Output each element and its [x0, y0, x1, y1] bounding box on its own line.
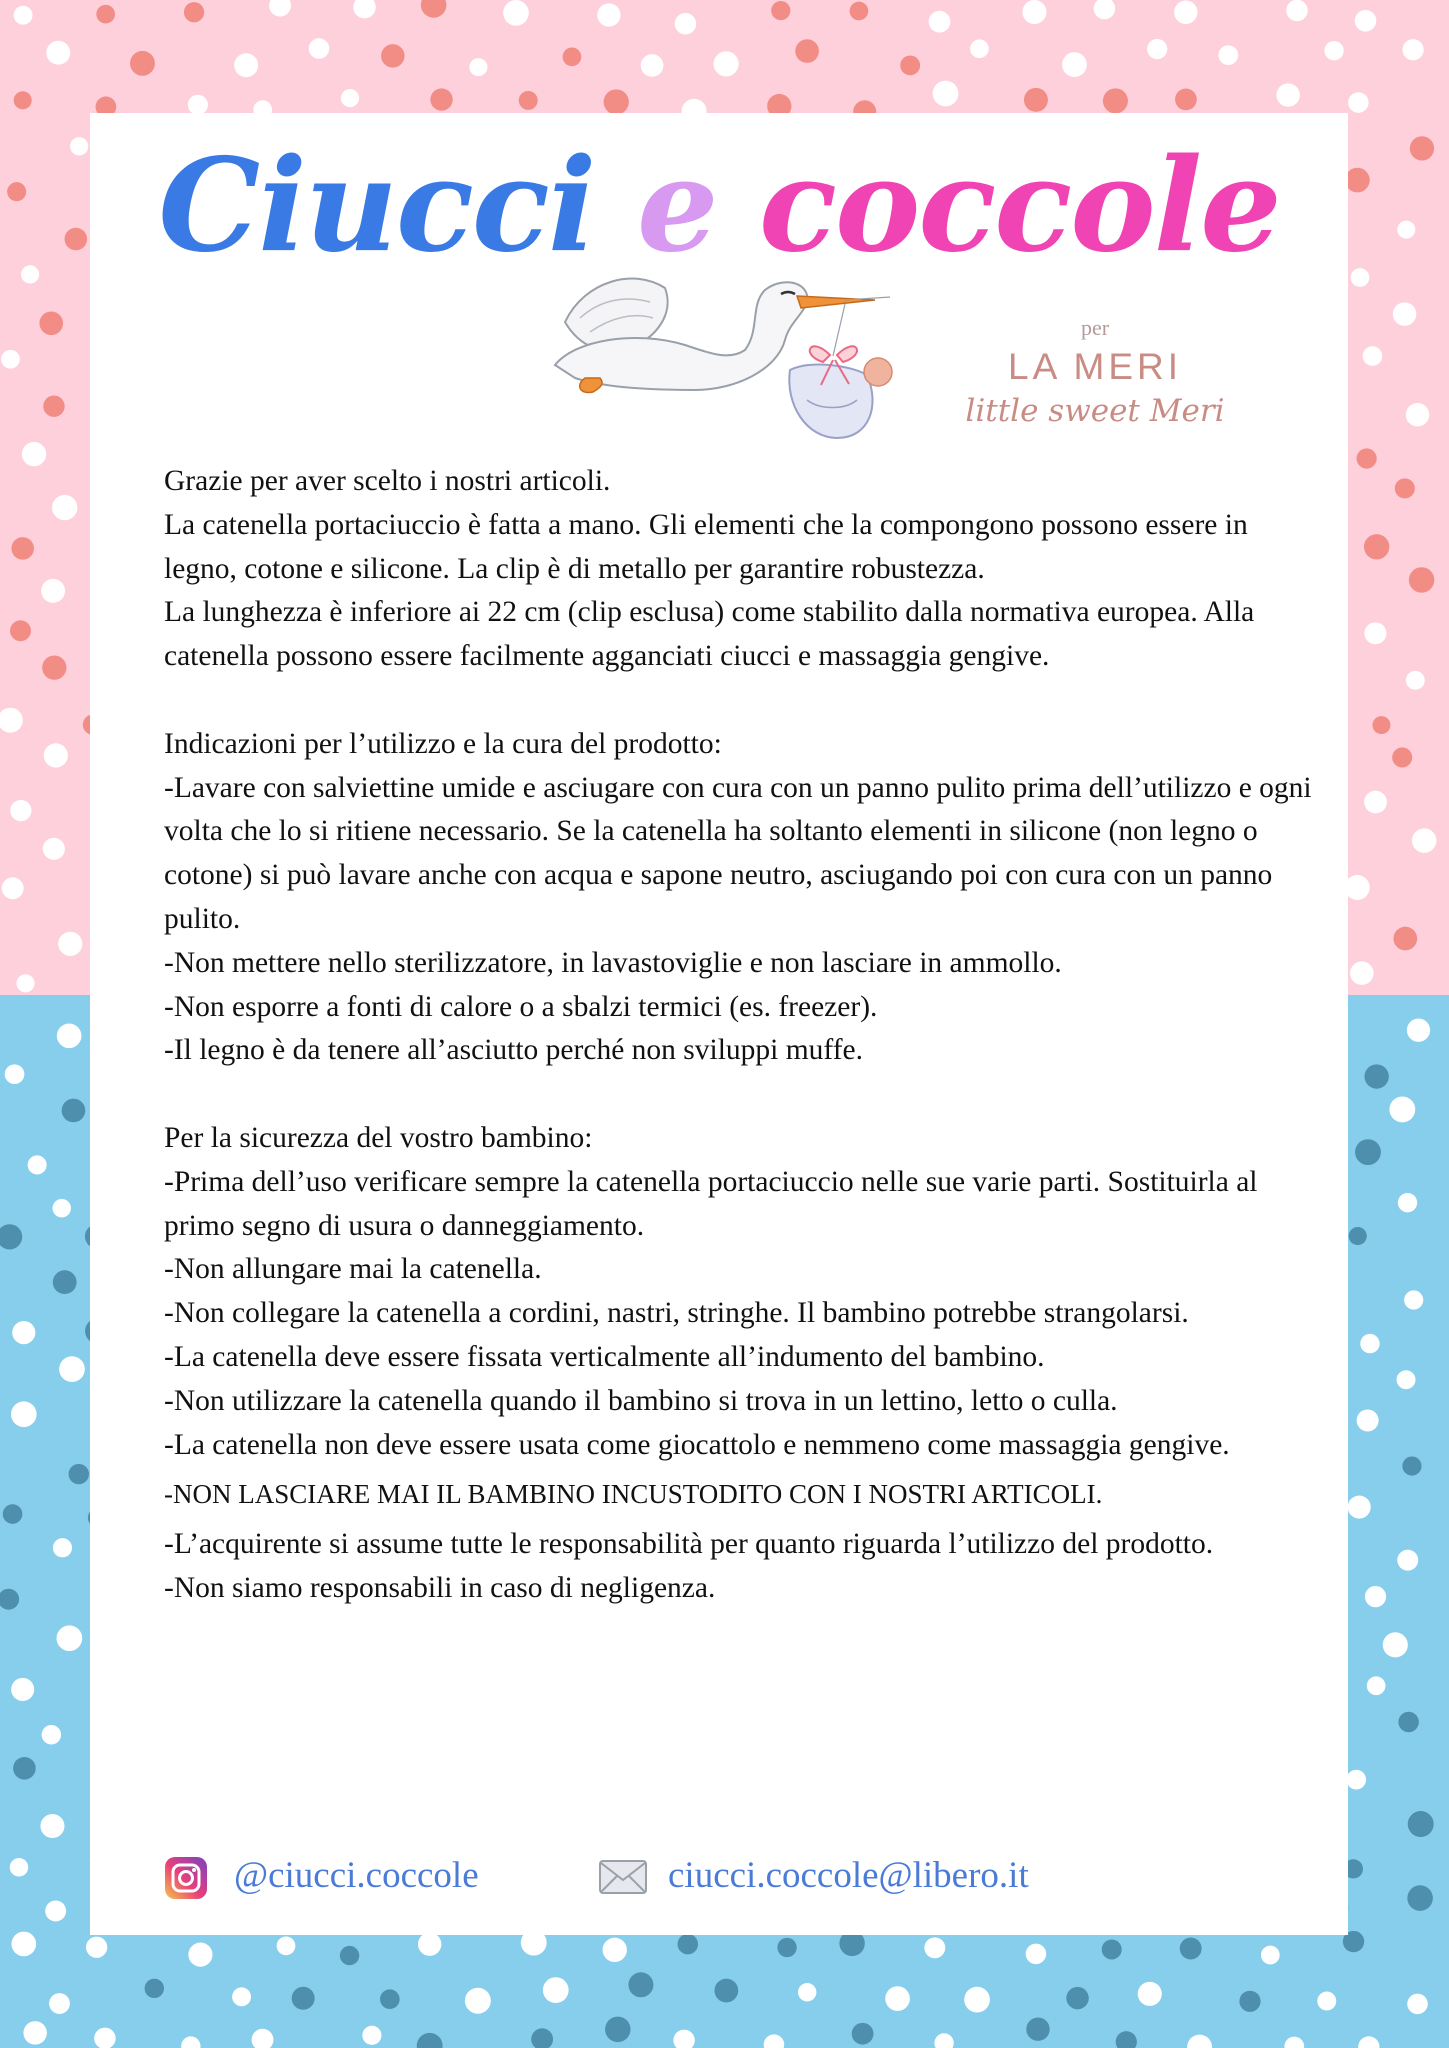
- polka-dot: [53, 1270, 77, 1294]
- polka-dot: [1393, 302, 1416, 325]
- safety-item: -Non allungare mai la catenella.: [164, 1253, 542, 1286]
- polka-dot: [1364, 534, 1389, 559]
- polka-dot: [1364, 1064, 1388, 1088]
- polka-dot: [503, 0, 529, 26]
- polka-dot: [43, 838, 65, 860]
- polka-dot: [1393, 927, 1417, 951]
- polka-dot: [1406, 671, 1425, 690]
- polka-dot: [603, 1938, 627, 1962]
- polka-dot: [12, 1321, 35, 1344]
- polka-dot: [57, 1625, 83, 1651]
- polka-dot: [5, 1064, 25, 1084]
- polka-dot: [469, 58, 487, 76]
- polka-dot: [11, 1932, 36, 1957]
- polka-dot: [1407, 1885, 1433, 1911]
- polka-dot: [1365, 1586, 1386, 1607]
- polka-dot: [1355, 10, 1377, 32]
- polka-dot: [1402, 1456, 1421, 1475]
- polka-dot: [798, 1983, 816, 2001]
- polka-dot: [1397, 1370, 1416, 1389]
- polka-dot: [28, 1155, 47, 1174]
- polka-dot: [964, 1987, 990, 2013]
- care-item: -Il legno è da tenere all’asciutto perché non sviluppi muffe.: [164, 1034, 864, 1067]
- polka-dot: [234, 53, 258, 77]
- polka-dot: [10, 620, 31, 641]
- polka-dot: [1239, 1991, 1260, 2012]
- polka-dot: [309, 38, 330, 59]
- polka-dot: [13, 1757, 36, 1780]
- polka-dot: [58, 932, 82, 956]
- polka-dot: [929, 11, 951, 33]
- polka-dot: [45, 1900, 66, 1921]
- email-link[interactable]: ciucci.coccole@libero.it: [668, 1855, 1029, 1896]
- polka-dot: [59, 1356, 85, 1382]
- polka-dot: [1363, 346, 1383, 366]
- polka-dot: [714, 1979, 738, 2003]
- title-word-e: e: [637, 131, 717, 281]
- polka-dot: [16, 974, 34, 992]
- polka-dot: [777, 1938, 796, 1957]
- polka-dot: [86, 1937, 107, 1958]
- title-word-coccole: coccole: [759, 131, 1280, 281]
- polka-dot: [1364, 622, 1386, 644]
- polka-dot: [292, 1987, 315, 2010]
- instagram-icon[interactable]: [164, 1856, 208, 1900]
- polka-dot: [1174, 1, 1197, 24]
- polka-dot: [1348, 1496, 1371, 1519]
- polka-dot: [1407, 1994, 1428, 2015]
- polka-dot: [597, 3, 620, 26]
- polka-dot: [1389, 1096, 1415, 1122]
- polka-dot: [543, 1977, 569, 2003]
- intro-line: La catenella portaciuccio è fatta a mano. Gli elementi che la compongono possono essere in legno, cotone e silicone. La clip è di metallo per garantire robustezza.: [164, 508, 1248, 585]
- polka-dot: [1367, 1676, 1386, 1695]
- brand-logo: [930, 313, 1260, 431]
- polka-dot: [145, 1979, 164, 1998]
- polka-dot: [852, 2023, 874, 2045]
- polka-dot: [933, 81, 959, 107]
- polka-dot: [53, 1538, 72, 1557]
- polka-dot: [1276, 83, 1299, 106]
- polka-dot: [362, 2026, 381, 2045]
- polka-dot: [1324, 41, 1343, 60]
- polka-dot: [1180, 1938, 1202, 1960]
- polka-dot: [21, 265, 39, 283]
- brand-tagline: little sweet Meri: [965, 393, 1225, 429]
- polka-dot: [885, 1986, 910, 2011]
- polka-dot: [11, 1678, 34, 1701]
- polka-dot: [46, 41, 70, 65]
- care-heading: Indicazioni per l’utilizzo e la cura del prodotto:: [164, 727, 722, 760]
- polka-dot: [970, 39, 989, 58]
- polka-dot: [1317, 1992, 1336, 2011]
- polka-dot: [42, 1725, 61, 1744]
- polka-dot: [62, 1099, 86, 1123]
- polka-dot: [1406, 403, 1430, 427]
- polka-dot: [380, 1989, 400, 2009]
- polka-dot: [1350, 961, 1374, 985]
- polka-dot: [1398, 1193, 1417, 1212]
- polka-dot: [465, 1988, 491, 2014]
- polka-dot: [1345, 875, 1370, 900]
- polka-dot: [39, 311, 63, 335]
- polka-dot: [277, 1937, 296, 1956]
- polka-dot: [7, 182, 26, 201]
- intro-line: Grazie per aver scelto i nostri articoli.: [164, 465, 611, 497]
- polka-dot: [1397, 221, 1415, 239]
- polka-dot: [1349, 1227, 1367, 1245]
- polka-dot: [1026, 1944, 1047, 1965]
- polka-dot: [1395, 478, 1415, 498]
- polka-dot: [924, 1937, 945, 1958]
- polka-dot: [14, 91, 32, 109]
- polka-dot: [188, 95, 208, 115]
- polka-dot: [381, 44, 404, 67]
- content-card: [90, 113, 1348, 1935]
- polka-dot: [11, 1401, 37, 1427]
- polka-dot: [519, 91, 538, 110]
- polka-dot: [1402, 39, 1423, 60]
- mail-icon[interactable]: [598, 1859, 648, 1895]
- polka-dot: [1360, 1334, 1379, 1353]
- polka-dot: [130, 51, 155, 76]
- polka-dot: [1412, 828, 1436, 852]
- polka-dot: [605, 2017, 631, 2043]
- care-item: -Non esporre a fonti di calore o a sbalzi termici (es. freezer).: [164, 990, 878, 1023]
- polka-dot: [1372, 716, 1390, 734]
- liability-line: -L’acquirente si assume tutte le responsabilità per quanto riguarda l’utilizzo del prodotto.: [164, 1528, 1214, 1561]
- polka-dot: [10, 800, 31, 821]
- polka-dot: [1066, 1987, 1088, 2009]
- polka-dot: [22, 442, 46, 466]
- polka-dot: [184, 2, 204, 22]
- brand-name: LA MERI: [1008, 346, 1182, 387]
- polka-dot: [232, 1987, 251, 2006]
- polka-dot: [1383, 1632, 1408, 1657]
- polka-dot: [1024, 88, 1048, 112]
- polka-dot: [14, 6, 33, 25]
- polka-dot: [52, 1199, 70, 1217]
- polka-dot: [1357, 448, 1377, 468]
- polka-dot: [1062, 52, 1087, 77]
- safety-item: -La catenella deve essere fissata verticalmente all’indumento del bambino.: [164, 1340, 1045, 1373]
- polka-dot: [418, 1932, 441, 1955]
- polka-dot: [10, 1858, 29, 1877]
- contacts-row: [164, 1850, 1264, 1902]
- polka-dot: [1346, 1770, 1366, 1790]
- polka-dot: [675, 13, 697, 35]
- polka-dot: [1022, 0, 1046, 24]
- polka-dot: [11, 537, 34, 560]
- polka-dot: [44, 743, 68, 767]
- polka-dot: [900, 55, 920, 75]
- body-text: [164, 460, 1314, 1611]
- polka-dot: [43, 395, 64, 416]
- polka-dot: [1364, 791, 1387, 814]
- polka-dot: [3, 1504, 23, 1524]
- polka-dot: [2, 877, 24, 899]
- polka-dot: [714, 51, 739, 76]
- polka-dot: [1103, 88, 1128, 113]
- polka-dot: [1026, 2018, 1049, 2041]
- care-item: -Non mettere nello sterilizzatore, in lavastoviglie e non lasciare in ammollo.: [164, 946, 1062, 979]
- polka-dot: [69, 1464, 89, 1484]
- polka-dot: [1407, 1019, 1430, 1042]
- polka-dot: [41, 579, 65, 603]
- liability-line: -Non siamo responsabili in caso di negligenza.: [164, 1571, 716, 1604]
- polka-dot: [341, 89, 359, 107]
- polka-dot: [1398, 1712, 1418, 1732]
- polka-dot: [563, 47, 582, 66]
- polka-dot: [771, 1, 790, 20]
- polka-dot: [1348, 92, 1369, 113]
- safety-item: -Prima dell’uso verificare sempre la catenella portaciuccio nelle sue varie parti. Sostituirla al primo segno di usura o danneggiamento.: [164, 1165, 1258, 1242]
- safety-item: -La catenella non deve essere usata come giocattolo e nemmeno come massaggia gengive.: [164, 1428, 1230, 1461]
- polka-dot: [1218, 45, 1238, 65]
- polka-dot: [49, 1993, 70, 2014]
- polka-dot: [1286, 0, 1308, 21]
- polka-dot: [1404, 1290, 1423, 1309]
- polka-dot: [1175, 89, 1197, 111]
- polka-dot: [1345, 168, 1370, 193]
- title-word-ciucci: Ciucci: [158, 131, 595, 281]
- instagram-handle-link[interactable]: @ciucci.coccole: [234, 1855, 479, 1896]
- polka-dot: [70, 137, 88, 155]
- polka-dot: [1392, 747, 1412, 767]
- intro-line: La lunghezza è inferiore ai 22 cm (clip esclusa) come stabilito dalla normativa europea. Alla catenella possono essere facilmente agganciati ciucci e massaggia gengive.: [164, 596, 1255, 673]
- polka-dot: [1, 350, 20, 369]
- polka-dot: [641, 54, 664, 77]
- polka-dot: [188, 1943, 212, 1967]
- title: [90, 131, 1348, 281]
- polka-dot: [1261, 1946, 1280, 1965]
- safety-heading: Per la sicurezza del vostro bambino:: [164, 1121, 593, 1154]
- polka-dot: [1357, 1409, 1379, 1431]
- polka-dot: [1410, 136, 1434, 160]
- polka-dot: [57, 1024, 82, 1049]
- polka-dot: [96, 5, 115, 24]
- polka-dot: [1409, 567, 1434, 592]
- brand-per: per: [1080, 315, 1110, 340]
- safety-item: -Non collegare la catenella a cordini, nastri, stringhe. Il bambino potrebbe strangolarsi.: [164, 1297, 1189, 1330]
- polka-dot: [1351, 268, 1370, 287]
- polka-dot: [604, 89, 629, 114]
- polka-dot: [1397, 1550, 1418, 1571]
- polka-dot: [340, 1946, 359, 1965]
- care-item: -Lavare con salviettine umide e asciugare con cura con un panno pulito prima dell’utilizzo e ogni volta che lo si ritiene necessario. Se la catenella ha soltanto elementi in silicone (non legno o cotone) si può lavare anche con acqua e sapone neutro, asciugando poi con cura con un panno pulito.: [164, 771, 1312, 935]
- polka-dot: [795, 39, 819, 63]
- polka-dot: [40, 1814, 64, 1838]
- safety-item: -Non utilizzare la catenella quando il bambino si trova in un lettino, letto o culla.: [164, 1384, 1118, 1417]
- polka-dot: [23, 2021, 46, 2044]
- polka-dot: [628, 1972, 653, 1997]
- stork-illustration: [545, 260, 990, 460]
- polka-dot: [1147, 39, 1167, 59]
- polka-dot: [1102, 1939, 1122, 1959]
- polka-dot: [678, 1934, 699, 1955]
- polka-dot: [1138, 1982, 1162, 2006]
- polka-dot: [430, 88, 452, 110]
- polka-dot: [1408, 1811, 1434, 1837]
- polka-dot: [65, 228, 88, 251]
- warning-line: -NON LASCIARE MAI IL BAMBINO INCUSTODITO CON I NOSTRI ARTICOLI.: [164, 1479, 1103, 1510]
- polka-dot: [42, 655, 66, 679]
- polka-dot: [850, 2, 869, 21]
- polka-dot: [52, 495, 77, 520]
- polka-dot: [1355, 1139, 1381, 1165]
